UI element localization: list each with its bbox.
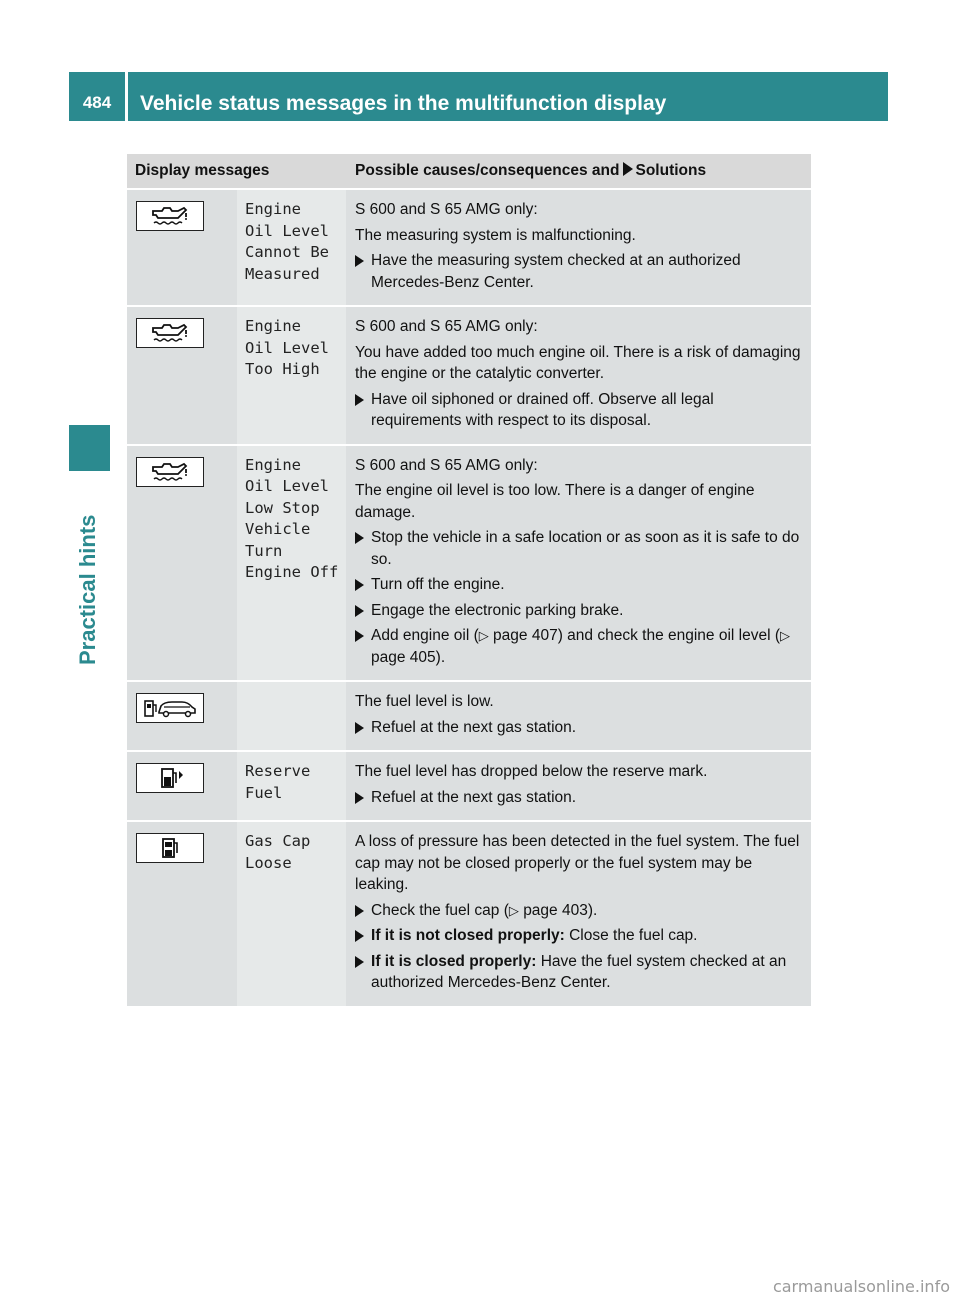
condition-text: S 600 and S 65 AMG only: [355, 456, 538, 474]
section-tab-marker [69, 425, 110, 471]
action-arrow-icon [355, 956, 364, 968]
solution-cell [346, 751, 811, 821]
solution-step [355, 527, 805, 570]
condition-text: S 600 and S 65 AMG only: [355, 318, 538, 335]
solution-cell [346, 821, 811, 1006]
status-messages-table [127, 154, 811, 1006]
solution-step-text: Refuel at the next gas station. [371, 788, 577, 806]
action-arrow-icon [355, 930, 364, 942]
solution-step [355, 787, 805, 809]
page-title: Vehicle status messages in the multifunction display [128, 72, 888, 121]
solution-step [355, 574, 805, 596]
section-label-text: Practical hints [75, 514, 100, 665]
table-row [127, 189, 811, 306]
action-arrow-icon [355, 605, 364, 617]
action-arrow-icon [355, 792, 364, 804]
solution-step-text: Refuel at the next gas station. [371, 718, 577, 736]
solution-step [355, 900, 805, 922]
display-message: Reserve Fuel [237, 751, 346, 821]
solution-step [355, 717, 805, 739]
fuel-car-icon [136, 693, 204, 723]
action-arrow-icon [355, 255, 364, 267]
page-ref-icon: ▷ [478, 628, 489, 643]
page-ref-icon: ▷ [508, 902, 519, 918]
solution-step-text: Have the fuel system checked at an authorized Mercedes-Benz Center. [371, 952, 787, 991]
action-arrow-icon [355, 722, 364, 734]
solution-step-text: Have the measuring system checked at an authorized Mercedes-Benz Center. [371, 252, 741, 291]
cause-text: The fuel level has dropped below the reserve mark. [355, 763, 708, 780]
action-arrow-icon [355, 394, 364, 406]
condition-label: If it is closed properly: [371, 952, 537, 970]
icon-cell [127, 681, 237, 751]
solution-step-text: Stop the vehicle in a safe location or as soon as it is safe to do so. [371, 529, 800, 568]
solution-cell [346, 445, 811, 682]
solution-step [355, 389, 805, 432]
solutions-header [346, 154, 811, 189]
solution-step-text: Turn off the engine. [371, 576, 505, 593]
action-arrow-icon [355, 630, 364, 642]
page-ref-icon: ▷ [780, 628, 791, 643]
solution-step [355, 600, 805, 622]
cause-text: The fuel level is low. [355, 693, 494, 710]
display-messages-header: Display messages [127, 154, 346, 189]
solutions-header-post: Solutions [635, 162, 707, 179]
display-message: Engine Oil Level Cannot Be Measured [237, 189, 346, 306]
table-row [127, 821, 811, 1006]
engine-oil-icon [136, 318, 204, 348]
display-message: Engine Oil Level Low Stop Vehicle Turn Engine Off [237, 445, 346, 682]
cause-text: The measuring system is malfunctioning. [355, 226, 636, 244]
display-message: Gas Cap Loose [237, 821, 346, 1006]
solution-step [355, 625, 805, 668]
display-message [237, 681, 346, 751]
page-reference-link[interactable]: page 405 [371, 648, 436, 666]
solution-step [355, 925, 805, 947]
solution-step-text: Close the fuel cap. [564, 927, 698, 944]
solution-cell [346, 306, 811, 445]
watermark: carmanualsonline.info [772, 1277, 950, 1296]
action-arrow-icon [355, 579, 364, 591]
fuel-pump-icon [136, 833, 204, 863]
icon-cell [127, 189, 237, 306]
cause-text: A loss of pressure has been detected in the fuel system. The fuel cap may not be closed properly or the fuel system may be leaking. [355, 833, 800, 893]
solution-cell [346, 681, 811, 751]
engine-oil-icon [136, 457, 204, 487]
icon-cell [127, 821, 237, 1006]
display-message: Engine Oil Level Too High [237, 306, 346, 445]
icon-cell [127, 445, 237, 682]
icon-cell [127, 306, 237, 445]
icon-cell [127, 751, 237, 821]
solution-cell [346, 189, 811, 306]
reserve-fuel-icon [136, 763, 204, 793]
condition-text: S 600 and S 65 AMG only: [355, 201, 538, 218]
solution-step [355, 250, 805, 293]
action-arrow-icon [355, 532, 364, 544]
page-reference-link[interactable]: page 407 [493, 627, 558, 644]
section-label [69, 514, 110, 666]
table-row [127, 751, 811, 821]
solution-step-text: Check the fuel cap ( [371, 901, 509, 919]
solution-step-text: Engage the electronic parking brake. [371, 601, 624, 619]
table-header-row [127, 154, 811, 189]
solution-step-text: Have oil siphoned or drained off. Observe all legal requirements with respect to its disposal. [371, 390, 714, 429]
table-row [127, 681, 811, 751]
action-arrow-icon [355, 905, 364, 917]
solution-step-text: Add engine oil ( [371, 627, 479, 644]
solution-step-text: ) and check the engine oil level ( [557, 627, 781, 644]
solutions-header-pre: Possible causes/consequences and [355, 162, 620, 179]
table-row [127, 306, 811, 445]
engine-oil-icon [136, 201, 204, 231]
table-row [127, 445, 811, 682]
solution-step-text: ). [587, 901, 598, 919]
cause-text: You have added too much engine oil. There is a risk of damaging the engine or the catalytic converter. [355, 343, 801, 382]
solution-step-text: ). [435, 648, 446, 666]
solution-step [355, 951, 805, 994]
condition-label: If it is not closed properly: [371, 927, 565, 944]
cause-text: The engine oil level is too low. There is a danger of engine damage. [355, 482, 755, 521]
page-number: 484 [69, 72, 125, 121]
action-arrow-icon [623, 162, 633, 176]
page-reference-link[interactable]: page 403 [523, 901, 588, 919]
